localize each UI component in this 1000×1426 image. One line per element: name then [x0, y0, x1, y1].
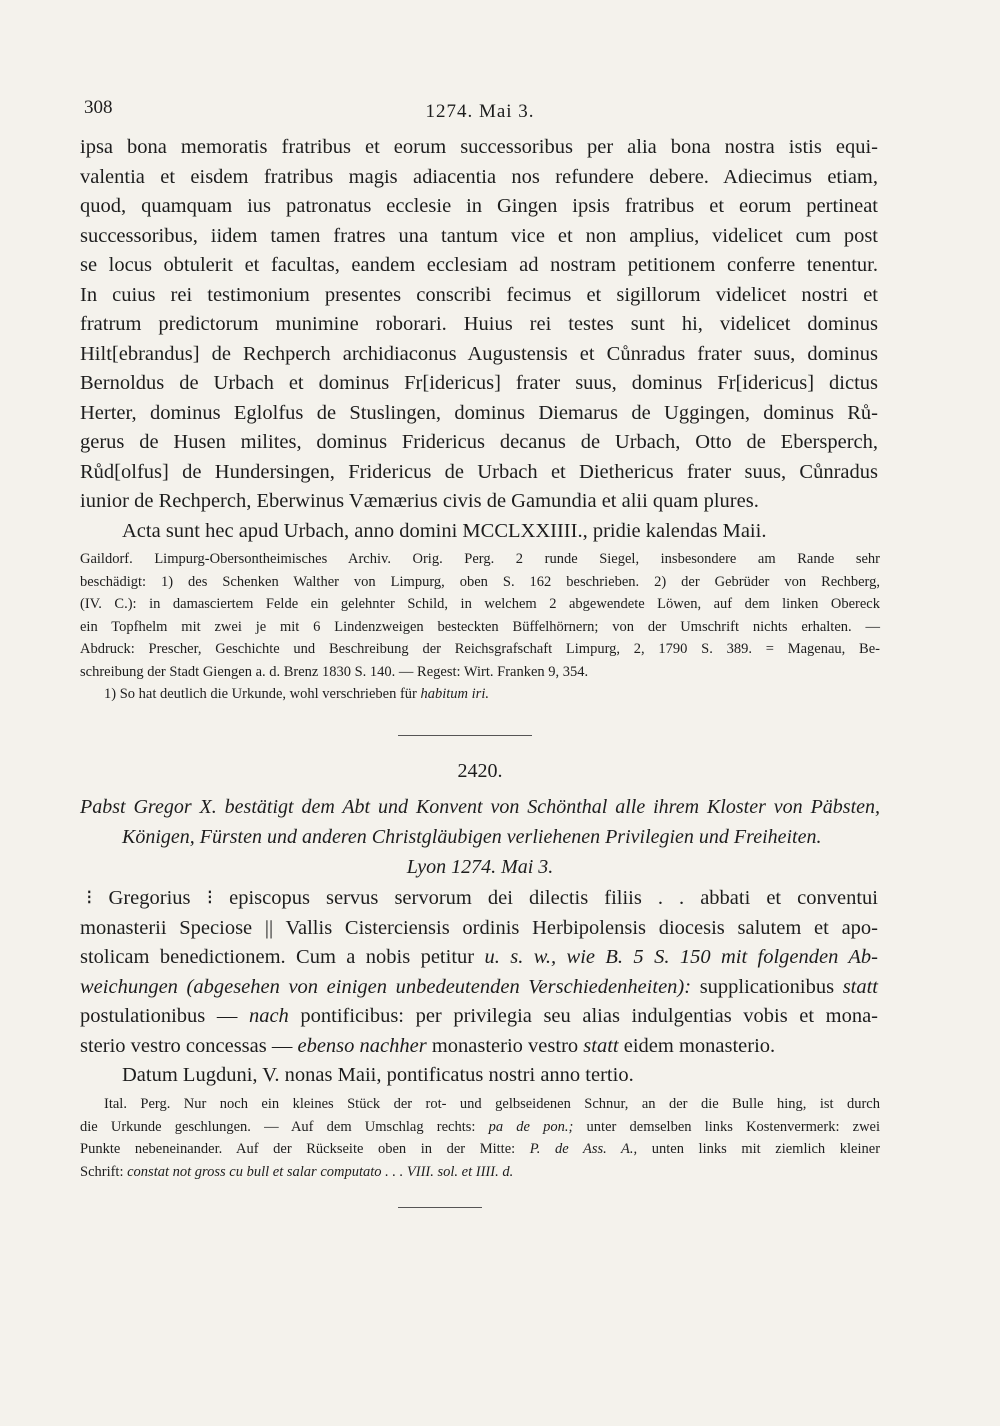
regest-line: Königen, Fürsten und anderen Christgläubigen verliehenen Privilegien und Freiheiten.	[122, 826, 822, 848]
text-line: ⁝ Gregorius ⁝ episcopus servus servorum dei dilectis filiis . . abbati et conventui	[86, 887, 878, 909]
italic-segment: P. de Ass. A.,	[529, 1141, 638, 1157]
text-segment: sterio vestro concessas —	[80, 1034, 293, 1057]
text-line	[80, 1002, 878, 1032]
section-divider-end	[398, 1207, 482, 1208]
note-segment: die Urkunde geschlungen. — Auf dem Umschlag rechts:	[80, 1118, 476, 1135]
dating-line: Datum Lugduni, V. nonas Maii, pontificatus nostri anno tertio.	[122, 1064, 634, 1086]
note-segment: unter demselben links Kostenvermerk: zwei	[586, 1118, 881, 1135]
italic-segment: statt	[842, 975, 879, 998]
regest	[80, 792, 880, 882]
bull-text	[80, 884, 878, 1091]
note-line: Gaildorf. Limpurg-Obersontheimisches Archiv. Orig. Perg. 2 runde Siegel, insbesondere am Rande sehr	[80, 551, 880, 567]
text-line: Růd[olfus] de Hundersingen, Fridericus de Urbach et Diethericus frater suus, Cůnradus	[80, 460, 878, 483]
archival-notes	[80, 548, 880, 706]
dating-line: Acta sunt hec apud Urbach, anno domini MCCLXXIIII., pridie kalendas Maii.	[122, 519, 767, 542]
text-segment: pontificibus: per privilegia seu alias indulgentias vobis et mona-	[300, 1005, 878, 1027]
running-title: 1274. Mai 3.	[425, 101, 535, 122]
note-segment: Schrift:	[80, 1163, 124, 1180]
text-line	[80, 1032, 878, 1062]
text-line: In cuius rei testimonium presentes conscribi fecimus et sigillorum videlicet nostri et	[80, 283, 878, 306]
note-line: (IV. C.): in damasciertem Felde ein gelehnter Schild, in welchem 2 abgewendete Löwen, auf dem linken Obereck	[80, 596, 880, 612]
text-line	[80, 943, 878, 973]
text-line: se locus obtulerit et facultas, eandem ecclesiam ad nostram petitionem conferre tenentur.	[80, 254, 878, 276]
note-segment: unten links mit ziemlich kleiner	[651, 1141, 881, 1157]
document-number: 2420.	[457, 760, 503, 782]
footnote-text: 1) So hat deutlich die Urkunde, wohl verschrieben für	[104, 686, 417, 702]
note-line: Abdruck: Prescher, Geschichte und Beschreibung der Reichsgrafschaft Limpurg, 2, 1790 S. 389. = Magenau, Be-	[80, 641, 880, 657]
archival-notes-2	[80, 1093, 880, 1183]
text-line	[80, 973, 878, 1003]
text-line: gerus de Husen milites, dominus Fridericus decanus de Urbach, Otto de Ebersperch,	[80, 431, 878, 453]
text-line: monasterii Speciose || Vallis Cisterciensis ordinis Herbipolensis diocesis salutem et apo-	[80, 916, 878, 939]
text-segment: postulationibus —	[80, 1005, 238, 1027]
text-segment: monasterio vestro	[431, 1034, 579, 1057]
page-header	[0, 97, 1000, 127]
text-line: quod, quamquam ius patronatus ecclesie in Gingen ipsis fratribus et eorum pertineat	[80, 195, 878, 217]
note-line	[80, 1138, 880, 1161]
note-line: beschädigt: 1) des Schenken Walther von Limpurg, oben S. 162 beschrieben. 2) der Gebrüder von Rechberg,	[80, 573, 880, 590]
note-line	[80, 1161, 880, 1184]
note-line: ein Topfhelm mit zwei je mit 6 Lindenzweigen besteckten Büffelhörnern; von der Umschrift nichts erhalten. —	[80, 618, 880, 635]
text-segment: eidem monasterio.	[623, 1034, 776, 1057]
regest-line: Pabst Gregor X. bestätigt dem Abt und Konvent von Schönthal alle ihrem Kloster von Päbsten,	[80, 796, 880, 818]
text-line: Hilt[ebrandus] de Rechperch archidiaconus Augustensis et Cůnradus frater suus, dominus	[80, 342, 878, 365]
text-line: iunior de Rechperch, Eberwinus Væmærius civis de Gamundia et alii quam plures.	[80, 490, 759, 512]
section-divider	[398, 735, 532, 736]
text-line: Herter, dominus Eglolfus de Stuslingen, dominus Diemarus de Uggingen, dominus Rů-	[80, 401, 878, 424]
charter-text-continued	[80, 133, 878, 546]
italic-segment: nach	[248, 1005, 289, 1027]
text-segment: stolicam benedictionem. Cum a nobis petitur	[80, 946, 475, 968]
italic-segment: constat not gross cu bull et salar computato . . . VIII. sol. et IIII. d.	[127, 1163, 514, 1180]
note-line: Ital. Perg. Nur noch ein kleines Stück der rot- und gelbseidenen Schnur, an der die Bulle hing, ist durch	[104, 1096, 880, 1112]
page-number: 308	[84, 97, 113, 118]
footnote-italic: habitum iri.	[420, 686, 489, 702]
italic-segment: u. s. w., wie B. 5 S. 150 mit folgenden Ab-	[484, 946, 878, 968]
text-line: successoribus, iidem tamen fratres una tantum vice et non amplius, videlicet cum post	[80, 224, 878, 247]
text-line: fratrum predictorum munimine roborari. Huius rei testes sunt hi, videlicet dominus	[80, 313, 878, 335]
text-line: ipsa bona memoratis fratribus et eorum successoribus per alia bona nostra istis equi-	[80, 136, 878, 158]
text-line: valentia et eisdem fratribus magis adiacentia nos refundere debere. Adiecimus etiam,	[80, 165, 878, 188]
italic-segment: statt	[583, 1034, 619, 1057]
text-line: Bernoldus de Urbach et dominus Fr[idericus] frater suus, dominus Fr[idericus] dictus	[80, 372, 878, 394]
italic-segment: weichungen (abgesehen von einigen unbedeutenden Verschiedenheiten):	[80, 975, 692, 998]
note-line	[80, 1116, 880, 1139]
text-segment: supplicationibus	[699, 975, 835, 998]
footnote	[80, 683, 880, 706]
place-date: Lyon 1274. Mai 3.	[406, 856, 554, 878]
italic-segment: ebenso nachher	[297, 1034, 427, 1057]
note-line: schreibung der Stadt Giengen a. d. Brenz 1830 S. 140. — Regest: Wirt. Franken 9, 354.	[80, 663, 589, 680]
italic-segment: pa de pon.;	[488, 1118, 574, 1135]
note-segment: Punkte nebeneinander. Auf der Rückseite oben in der Mitte:	[80, 1141, 516, 1157]
